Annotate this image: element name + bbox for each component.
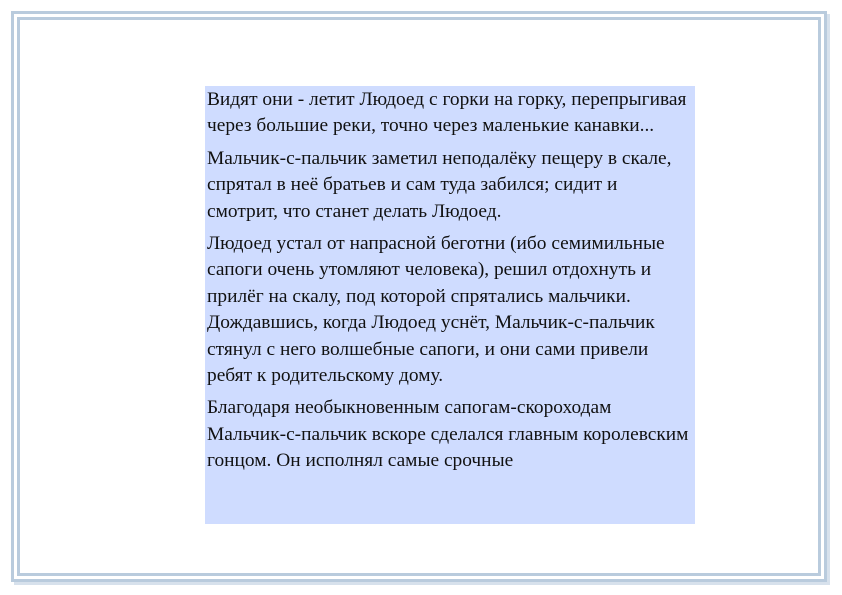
story-paragraph-1: Видят они - летит Людоед с горки на горку, перепрыгивая через большие реки, точно через маленькие канавки... — [207, 89, 687, 137]
story-text-box — [205, 86, 695, 524]
story-paragraph-4: Благодаря необыкновенным сапогам-скороходам Мальчик-с-пальчик вскоре сделался главным королевским гонцом. Он исполнял самые срочные — [207, 397, 689, 472]
frame-shadow-bottom — [14, 582, 830, 585]
frame-shadow-right — [827, 14, 830, 585]
story-paragraph-2: Мальчик-с-пальчик заметил неподалёку пещеру в скале, спрятал в неё братьев и сам туда забился; сидит и смотрит, что станет делать Людоед. — [207, 147, 672, 222]
story-paragraph-3: Людоед устал от напрасной беготни (ибо семимильные сапоги очень утомляют человека), решил отдохнуть и прилёг на скалу, под которой спрятались мальчики. Дождавшись, когда Людоед уснёт, Мальчик-с-пальчик стянул с него волшебные сапоги, и они сами привели ребят к родительскому дому. — [207, 233, 665, 387]
